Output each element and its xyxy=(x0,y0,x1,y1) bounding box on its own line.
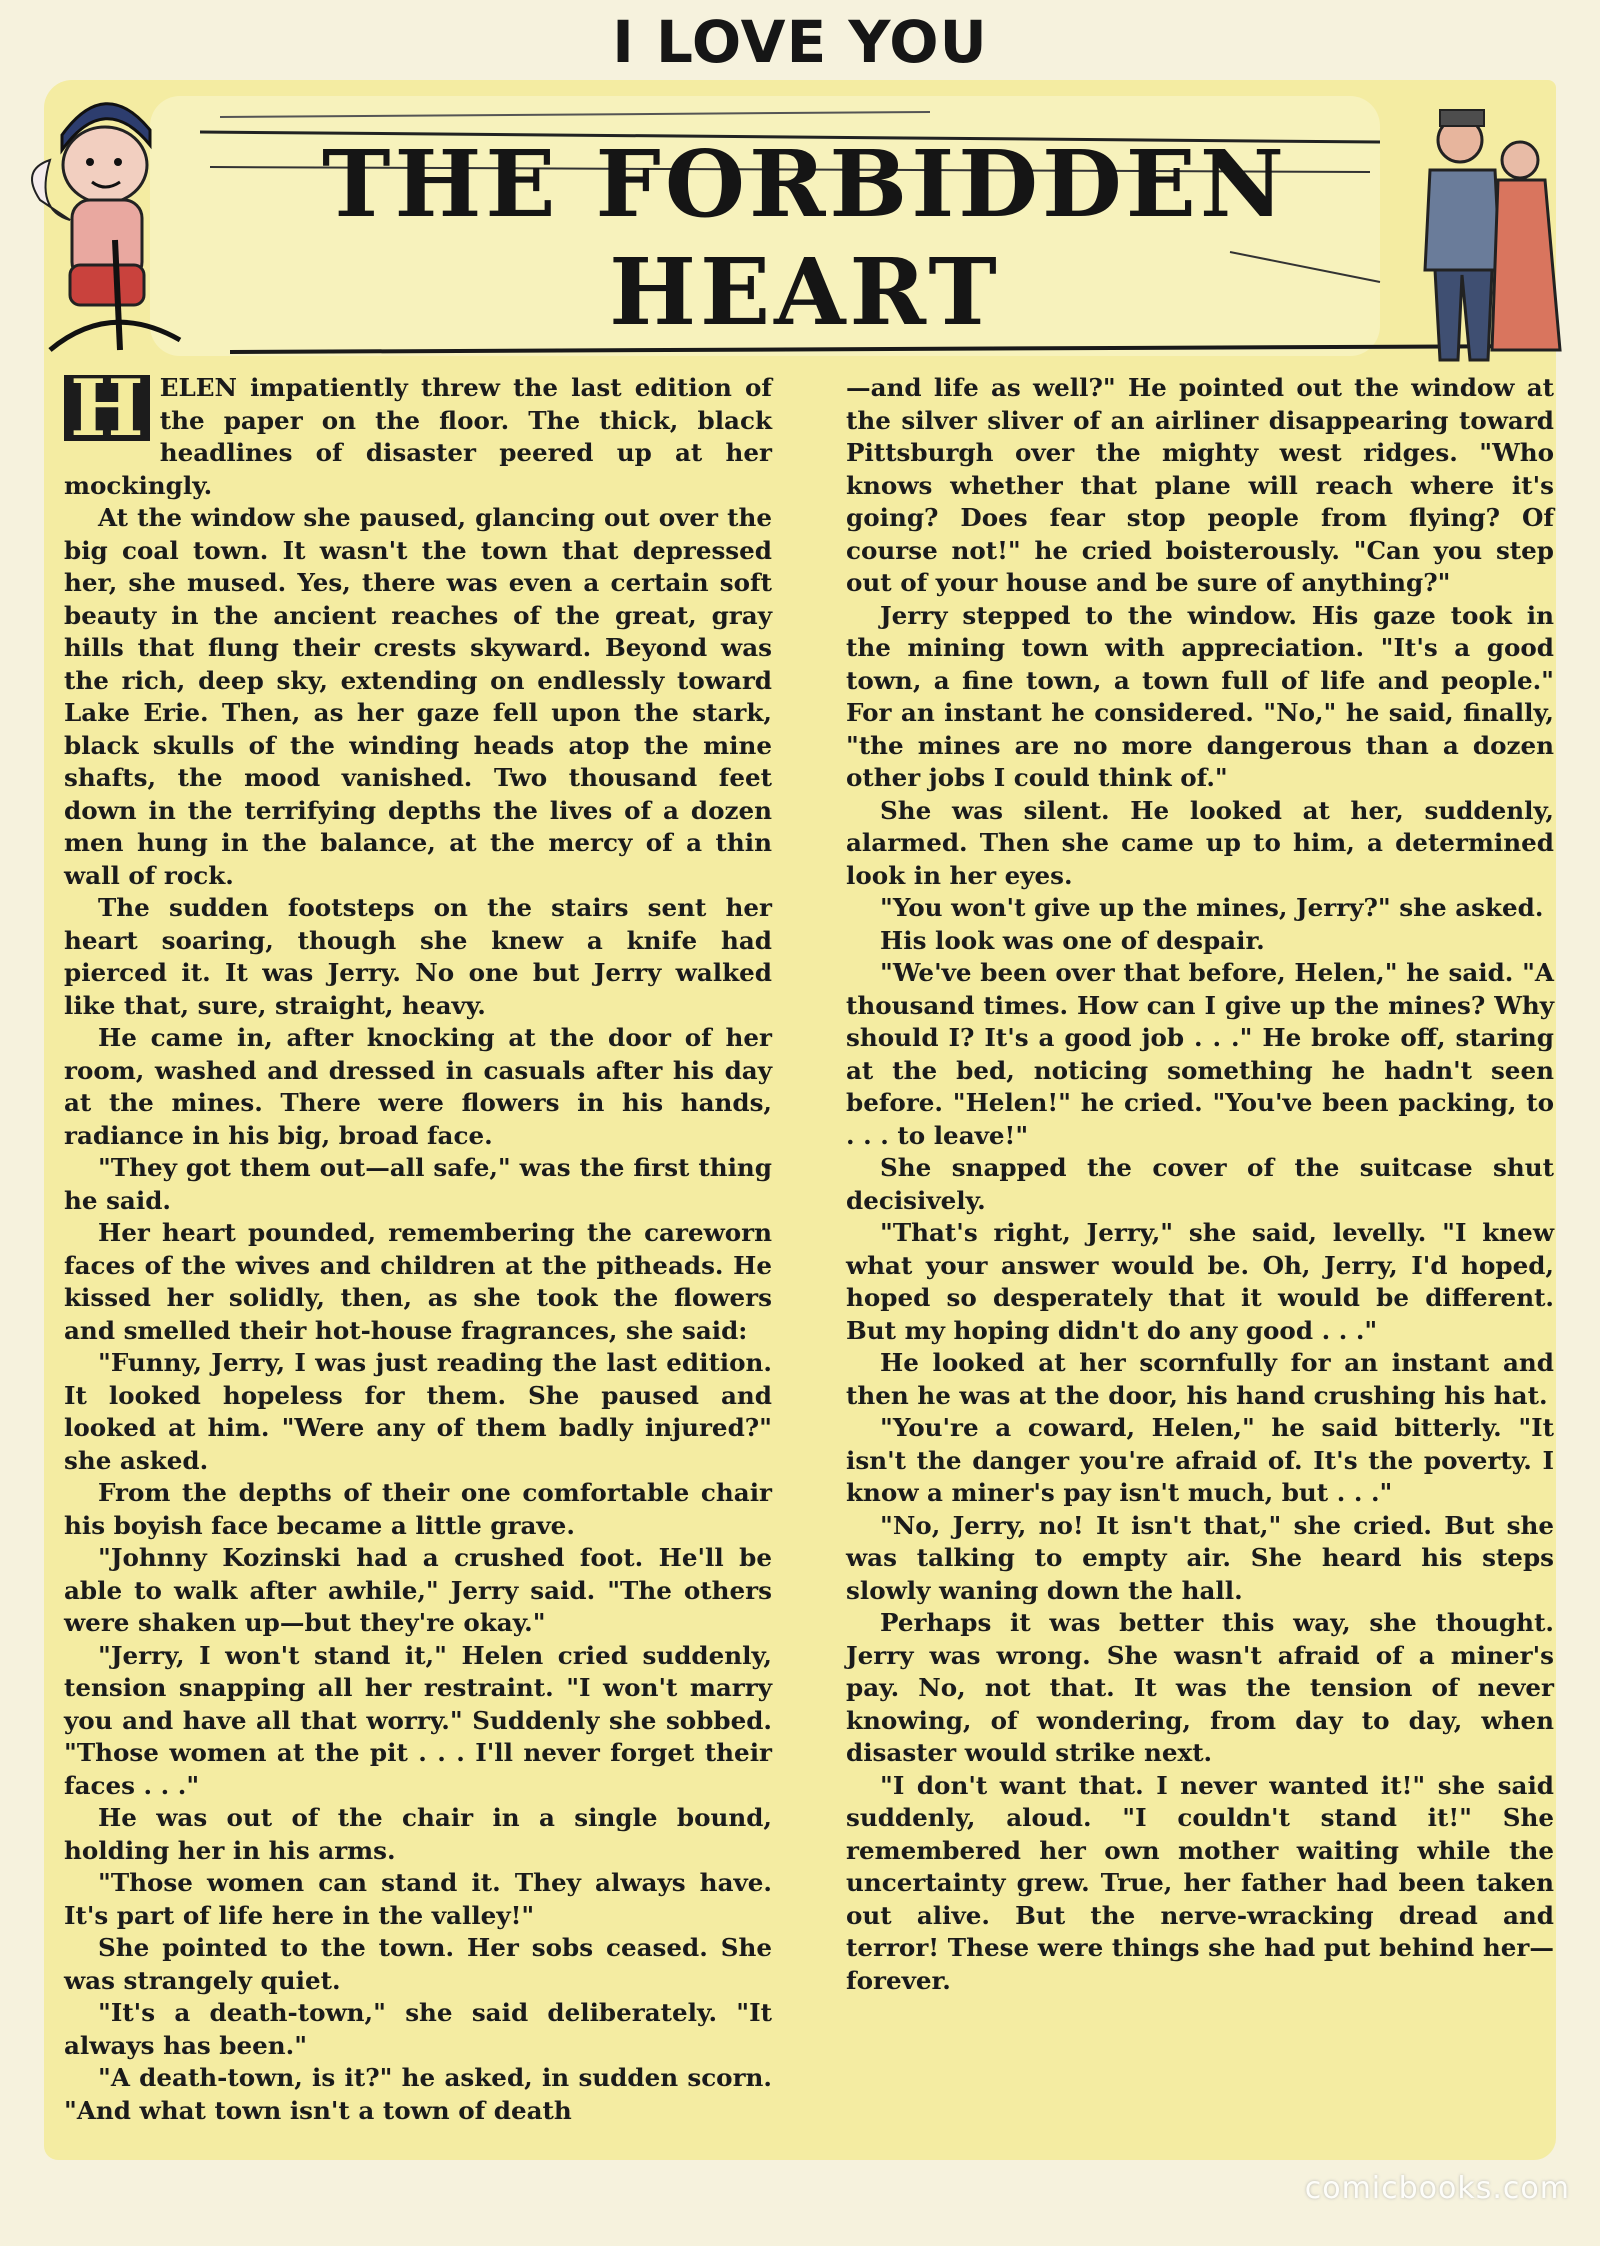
paragraph: "No, Jerry, no! It isn't that," she cried. But she was talking to empty air. She heard his steps slowly waning down the hall. xyxy=(846,1510,1554,1605)
paragraph: "We've been over that before, Helen," he said. "A thousand times. How can I give up the mines? Why should I? It's a good job . . ." He broke off, staring at the bed, noticing something he hadn't seen before. "Helen!" he cried. "You've been packing, to . . . to leave!" xyxy=(846,958,1554,1150)
paragraph: She snapped the cover of the suitcase shut decisively. xyxy=(846,1153,1554,1215)
paragraph: He looked at her scornfully for an instant and then he was at the door, his hand crushing his hat. xyxy=(846,1348,1554,1410)
paragraph: —and life as well?" He pointed out the window at the silver sliver of an airliner disappearing toward Pittsburgh over the mighty west ridges. "Who knows whether that plane will reach where it's going? Does fear stop people from flying? Of course not!" he cried boisterously. "Can you step out of your house and be sure of anything?" xyxy=(846,373,1554,597)
paragraph: At the window she paused, glancing out over the big coal town. It wasn't the town that depressed her, she mused. Yes, there was even a certain soft beauty in the ancient reaches of the great, gray hills that flung their crests skyward. Beyond was the rich, deep sky, extending on endlessly toward Lake Erie. Then, as her gaze fell upon the stark, black skulls of the winding heads atop the mine shafts, the mood vanished. Two thousand feet down in the terrifying depths the lives of a dozen men hung in the balance, at the mercy of a thin wall of rock. xyxy=(64,503,772,890)
paragraph: "Johnny Kozinski had a crushed foot. He'll be able to walk after awhile," Jerry said. "The others were shaken up—but they're okay." xyxy=(64,1543,772,1637)
paragraph: His look was one of despair. xyxy=(880,925,1265,955)
story-body xyxy=(64,363,1554,2202)
right-column xyxy=(846,372,1554,1997)
magazine-title: I LOVE YOU xyxy=(612,8,988,76)
paragraph: "You won't give up the mines, Jerry?" she asked. xyxy=(880,893,1544,922)
paragraph: "It's a death-town," she said deliberately. "It always has been." xyxy=(64,1998,772,2060)
paragraph: He was out of the chair in a single bound, holding her in his arms. xyxy=(64,1803,772,1865)
drop-cap: H xyxy=(64,375,150,441)
paragraph: "That's right, Jerry," she said, levelly. "I knew what your answer would be. Oh, Jerry, I'd hoped, hoped so desperately that it would be different. But my hoping didn't do any good . . ." xyxy=(846,1218,1554,1345)
paragraph: "Those women can stand it. They always have. It's part of life here in the valley!" xyxy=(64,1868,772,1930)
paragraph: Perhaps it was better this way, she thought. Jerry was wrong. She wasn't afraid of a miner's pay. No, not that. It was the tension of never knowing, of wondering, from day to day, when disaster would strike next. xyxy=(846,1608,1554,1767)
paragraph: Jerry stepped to the window. His gaze took in the mining town with appreciation. "It's a good town, a fine town, a town full of life and people." For an instant he considered. "No," he said, finally, "the mines are no more dangerous than a dozen other jobs I could think of." xyxy=(846,600,1554,792)
couple-illustration xyxy=(1380,100,1580,380)
paragraph: "You're a coward, Helen," he said bitterly. "It isn't the danger you're afraid of. It's the poverty. I know a miner's pay isn't much, but . . ." xyxy=(846,1413,1554,1507)
paragraph: The sudden footsteps on the stairs sent her heart soaring, though she knew a knife had pierced it. It was Jerry. No one but Jerry walked like that, sure, straight, heavy. xyxy=(64,893,772,1020)
paragraph: Her heart pounded, remembering the careworn faces of the wives and children at the pitheads. He kissed her solidly, then, as she took the flowers and smelled their hot-house fragrances, she said: xyxy=(64,1218,772,1345)
left-column xyxy=(64,363,772,2127)
paragraph: "A death-town, is it?" he asked, in sudden scorn. "And what town isn't a town of death xyxy=(64,2063,772,2125)
paragraph: H ELEN impatiently threw the last edition of the paper on the floor. The thick, black headlines of disaster peered up at her mockingly. xyxy=(64,363,772,500)
paragraph: "Funny, Jerry, I was just reading the last edition. It looked hopeless for them. She paused and looked at him. "Were any of them badly injured?" she asked. xyxy=(64,1348,772,1475)
paragraph: "They got them out—all safe," was the first thing he said. xyxy=(64,1153,772,1215)
paragraph: She was silent. He looked at her, suddenly, alarmed. Then she came up to him, a determined look in her eyes. xyxy=(846,795,1554,890)
paragraph: "Jerry, I won't stand it," Helen cried suddenly, tension snapping all her restraint. "I won't marry you and have all that worry." Suddenly she sobbed. "Those women at the pit . . . I'll never forget their faces . . ." xyxy=(64,1640,772,1800)
paragraph: "I don't want that. I never wanted it!" she said suddenly, aloud. "I couldn't stand it!" She remembered her own mother waiting while the uncertainty grew. True, her father had been taken out alive. But the nerve-wracking dread and terror! These were things she had put behind her—forever. xyxy=(846,1770,1554,1995)
paragraph: From the depths of their one comfortable chair his boyish face became a little grave. xyxy=(64,1478,772,1540)
story-title: THE FORBIDDEN HEART xyxy=(321,130,1289,346)
site-watermark: comicbooks.com xyxy=(1304,2171,1570,2206)
paragraph: She pointed to the town. Her sobs ceased. She was strangely quiet. xyxy=(64,1933,772,1995)
paragraph: He came in, after knocking at the door of her room, washed and dressed in casuals after his day at the mines. There were flowers in his hands, radiance in his big, broad face. xyxy=(64,1023,772,1150)
